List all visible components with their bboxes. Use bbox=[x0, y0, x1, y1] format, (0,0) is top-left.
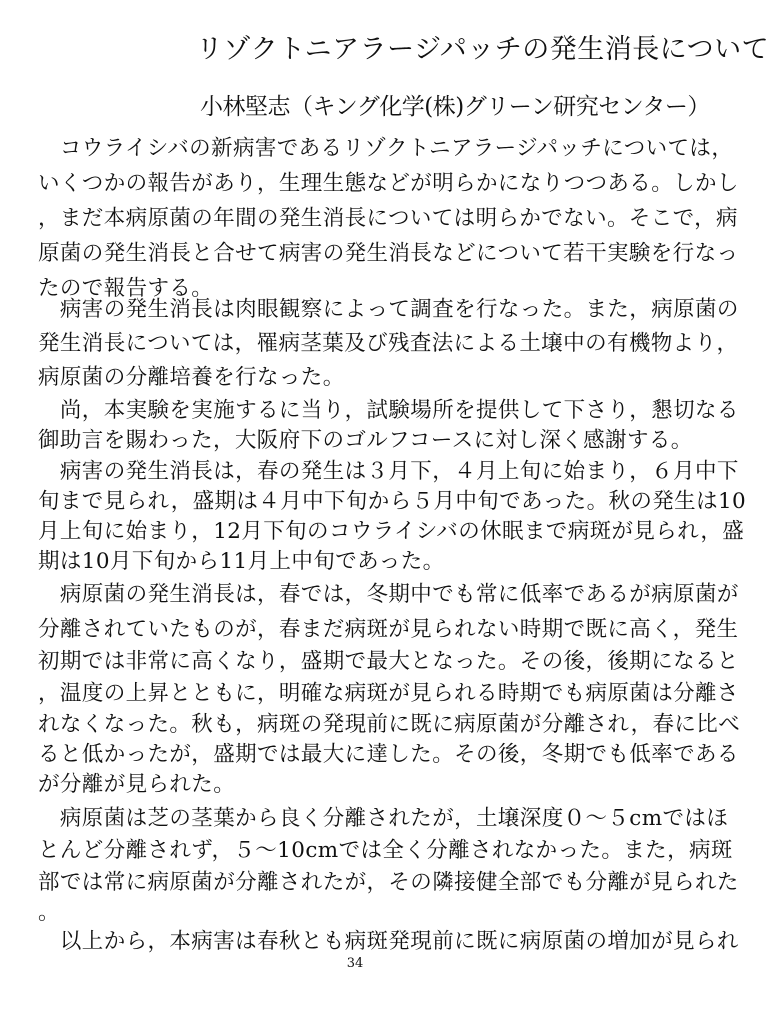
text-line: 病原菌の分離培養を行なった。 bbox=[38, 365, 345, 390]
text-line: れなくなった。秋も，病斑の発現前に既に病原菌が分離され，春に比べ bbox=[38, 712, 741, 737]
text-line: 病害の発生消長は肉眼観察によって調査を行なった。また，病原菌の bbox=[38, 297, 739, 322]
text-line: が分離が見られた。 bbox=[38, 772, 236, 797]
text-line: 期は10月下旬から11月上中旬であった。 bbox=[38, 549, 445, 574]
text-line: コウライシバの新病害であるリゾクトニアラージパッチについては， bbox=[38, 136, 734, 161]
text-line: 病害の発生消長は，春の発生は３月下，４月上旬に始まり，６月中下 bbox=[38, 459, 739, 484]
text-line: ，まだ本病原菌の年間の発生消長については明らかでない。そこで，病 bbox=[38, 206, 738, 231]
text-line: 病原菌の発生消長は，春では，冬期中でも常に低率であるが病原菌が bbox=[38, 582, 739, 607]
text-line: とんど分離されず，５～10cmでは全く分離されなかった。また，病斑 bbox=[38, 838, 733, 863]
text-line: 尚，本実験を実施するに当り，試験場所を提供して下さり，懇切なる bbox=[38, 398, 739, 423]
text-line: 病原菌は芝の茎葉から良く分離されたが，土壌深度０～５cmではほ bbox=[38, 806, 729, 831]
text-line: 分離されていたものが，春まだ病斑が見られない時期で既に高く，発生 bbox=[38, 617, 739, 642]
text-line: 月上旬に始まり，12月下旬のコウライシバの休眠まで病斑が見られ，盛 bbox=[38, 519, 745, 544]
author-affiliation: 小林堅志（キング化学(株)グリーン研究センター） bbox=[200, 94, 710, 120]
text-line: 初期では非常に高くなり，盛期で最大となった。その後，後期になると bbox=[38, 649, 739, 674]
text-line: 原菌の発生消長と合せて病害の発生消長などについて若干実験を行なっ bbox=[38, 241, 739, 266]
text-line: 部では常に病原菌が分離されたが，その隣接健全部でも分離が見られた bbox=[38, 870, 739, 895]
text-line: いくつかの報告があり，生理生態などが明らかになりつつある。しかし bbox=[38, 171, 739, 196]
text-line: ，温度の上昇とともに，明確な病斑が見られる時期でも病原菌は分離さ bbox=[38, 681, 739, 706]
document-title: リゾクトニアラージパッチの発生消長について bbox=[196, 34, 769, 65]
page-number: 34 bbox=[346, 956, 364, 971]
text-line: 以上から，本病害は春秋とも病斑発現前に既に病原菌の増加が見られ bbox=[38, 929, 739, 954]
text-line: たので報告する。 bbox=[38, 276, 214, 301]
text-line: 発生消長については，罹病茎葉及び残査法による土壌中の有機物より， bbox=[38, 331, 739, 356]
text-line: 御助言を賜わった，大阪府下のゴルフコースに対し深く感謝する。 bbox=[38, 428, 693, 453]
text-line: 。 bbox=[38, 900, 60, 925]
text-line: ると低かったが，盛期では最大に達した。その後，冬期でも低率である bbox=[38, 742, 739, 767]
text-line: 旬まで見られ，盛期は４月中下旬から５月中旬であった。秋の発生は10 bbox=[38, 489, 747, 514]
